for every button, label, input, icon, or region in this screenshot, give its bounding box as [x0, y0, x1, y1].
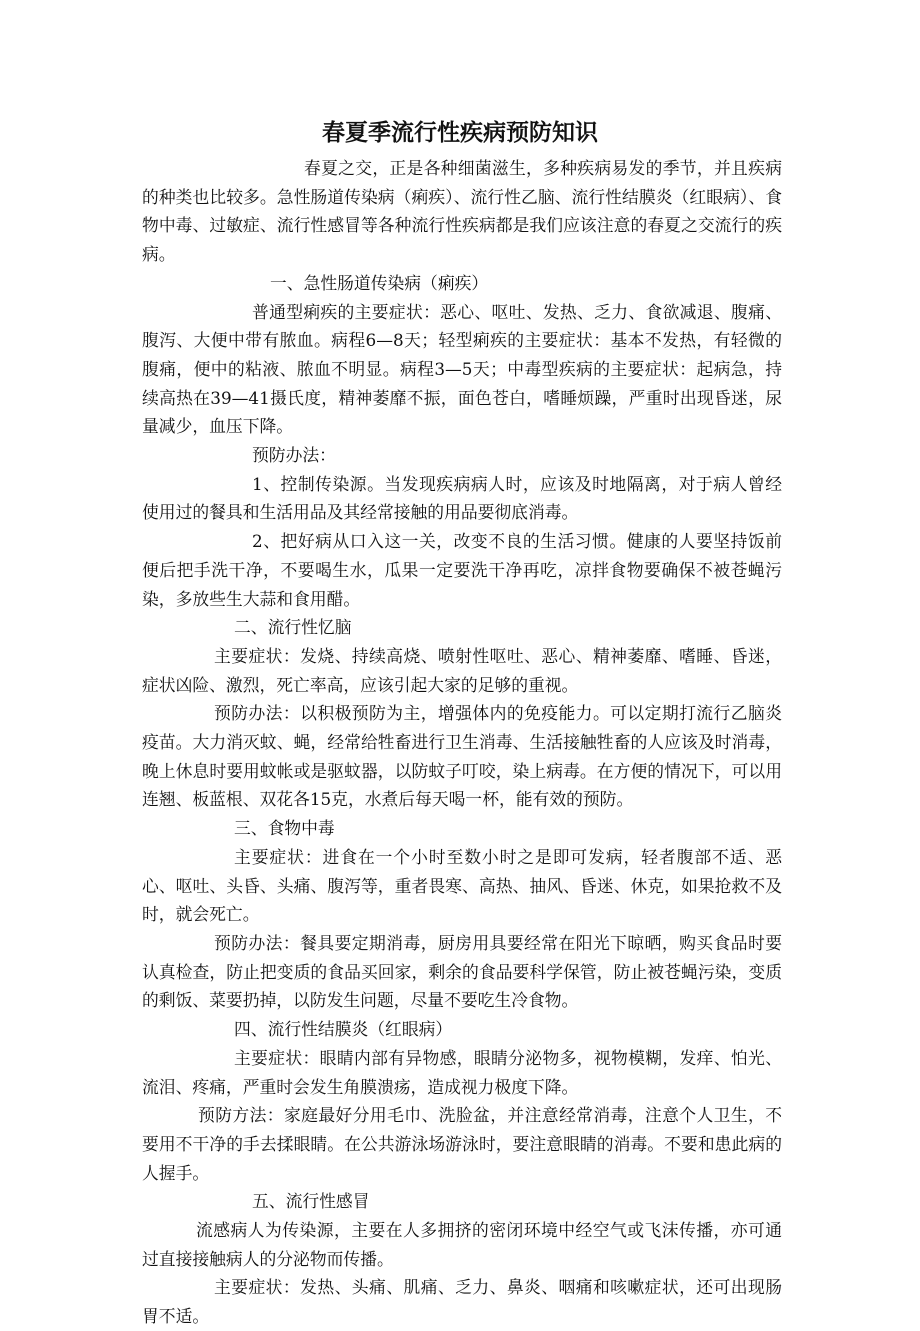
paragraph: 二、流行性忆脑 — [234, 617, 352, 638]
paragraph: 三、食物中毒 — [234, 818, 335, 839]
paragraph: 主要症状：眼睛内部有异物感，眼睛分泌物多，视物模糊，发痒、怕光、流泪、疼痛，严重时会发生角膜溃疡，造成视力极度下降。 — [142, 1047, 782, 1097]
paragraph: 预防办法： — [252, 445, 336, 466]
document-title: 春夏季流行性疾病预防知识 — [322, 120, 598, 146]
paragraph: 1、控制传染源。当发现疾病病人时，应该及时地隔离，对于病人曾经使用过的餐具和生活用品及其经常接触的用品要彻底消毒。 — [142, 473, 782, 523]
paragraph: 主要症状：发烧、持续高烧、喷射性呕吐、恶心、精神萎靡、嗜睡、昏迷，症状凶险、激烈，死亡率高，应该引起大家的足够的重视。 — [142, 645, 782, 695]
paragraph: 主要症状：发热、头痛、肌痛、乏力、鼻炎、咽痛和咳嗽症状，还可出现肠胃不适。 — [142, 1277, 782, 1327]
paragraph: 春夏之交，正是各种细菌滋生，多种疾病易发的季节，并且疾病的种类也比较多。急性肠道传染病（痢疾）、流行性乙脑、流行性结膜炎（红眼病）、食物中毒、过敏症、流行性感冒等各种流行性疾病都是我们应该注意的春夏之交流行的疾病。 — [142, 158, 782, 265]
paragraph: 预防方法：家庭最好分用毛巾、洗脸盆，并注意经常消毒，注意个人卫生，不要用不干净的手去揉眼睛。在公共游泳场游泳时，要注意眼睛的消毒。不要和患此病的人握手。 — [142, 1105, 782, 1183]
document-body — [142, 154, 782, 1331]
paragraph: 流感病人为传染源，主要在人多拥挤的密闭环境中经空气或飞沫传播，亦可通过直接接触病人的分泌物而传播。 — [142, 1220, 782, 1269]
paragraph: 一、急性肠道传染病（痢疾） — [270, 272, 489, 293]
paragraph: 预防办法：以积极预防为主，增强体内的免疫能力。可以定期打流行乙脑炎疫苗。大力消灭蚊、蝇，经常给牲畜进行卫生消毒、生活接触牲畜的人应该及时消毒，晚上休息时要用蚊帐或是驱蚊器，以防蚊子叮咬，染上病毒。在方便的情况下，可以用连翘、板蓝根、双花各15克，水煮后每天喝一杯，能有效的预防。 — [142, 703, 782, 810]
paragraph: 四、流行性结膜炎（红眼病） — [234, 1019, 453, 1040]
paragraph: 主要症状：进食在一个小时至数小时之是即可发病，轻者腹部不适、恶心、呕吐、头昏、头痛、腹泻等，重者畏寒、高热、抽风、昏迷、休克，如果抢救不及时，就会死亡。 — [142, 846, 782, 925]
paragraph: 2、把好病从口入这一关，改变不良的生活习惯。健康的人要坚持饭前便后把手洗干净，不要喝生水，瓜果一定要洗干净再吃，凉拌食物要确保不被苍蝇污染，多放些生大蒜和食用醋。 — [142, 531, 782, 609]
paragraph: 五、流行性感冒 — [252, 1191, 370, 1212]
paragraph: 预防办法：餐具要定期消毒，厨房用具要经常在阳光下晾晒，购买食品时要认真检查，防止把变质的食品买回家，剩余的食品要科学保管，防止被苍蝇污染，变质的剩饭、菜要扔掉，以防发生问题，尽量不要吃生冷食物。 — [142, 932, 782, 1011]
paragraph: 普通型痢疾的主要症状：恶心、呕吐、发热、乏力、食欲减退、腹痛、腹泻、大便中带有脓血。病程6—8天；轻型痢疾的主要症状：基本不发热，有轻微的腹痛，便中的粘液、脓血不明显。病程3—5天；中毒型疾病的主要症状：起病急，持续高热在39—41摄氏度，精神萎靡不振，面色苍白，嗜睡烦躁，严重时出现昏迷，尿量减少，血压下降。 — [142, 301, 782, 437]
